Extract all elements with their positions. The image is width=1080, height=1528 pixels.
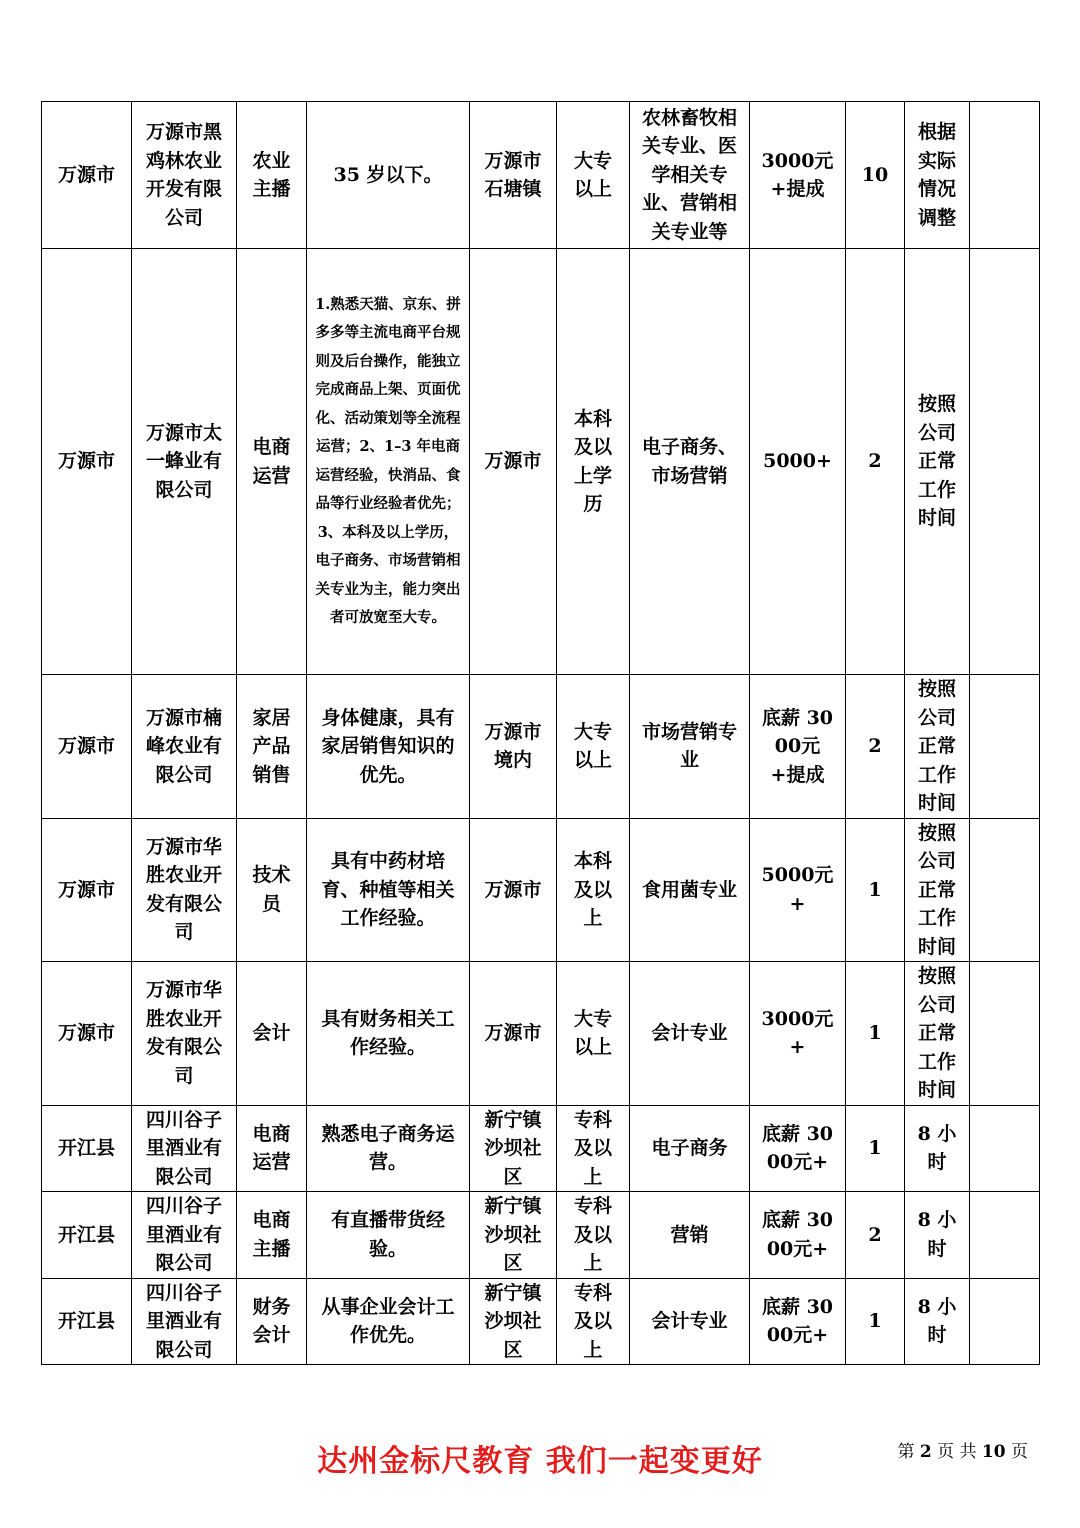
cell-major: 电子商务、市场营销 (630, 249, 750, 675)
table-row (42, 1192, 1040, 1279)
cell-requirements (307, 102, 470, 249)
cell-company: 万源市太一蜂业有限公司 (132, 249, 237, 675)
cell-position: 电商运营 (237, 249, 307, 675)
cell-remark (970, 102, 1040, 249)
cell-count: 1 (846, 818, 905, 962)
cell-hours: 按照公司正常工作时间 (905, 818, 970, 962)
cell-position: 家居产品销售 (237, 675, 307, 819)
requirement-line: 35 岁以下。 (333, 163, 443, 186)
cell-company: 万源市华胜农业开发有限公司 (132, 818, 237, 962)
cell-location: 新宁镇沙坝社区 (470, 1278, 557, 1365)
cell-location: 万源市 (470, 249, 557, 675)
cell-major: 市场营销专业 (630, 675, 750, 819)
cell-major: 会计专业 (630, 1278, 750, 1365)
table-row (42, 1105, 1040, 1192)
footer-slogan: 达州金标尺教育 我们一起变更好 (317, 1444, 763, 1479)
cell-hours: 按照公司正常工作时间 (905, 249, 970, 675)
cell-region: 万源市 (42, 818, 132, 962)
cell-region: 开江县 (42, 1192, 132, 1279)
cell-remark (970, 818, 1040, 962)
cell-education: 专科及以上 (557, 1105, 630, 1192)
cell-company: 四川谷子里酒业有限公司 (132, 1278, 237, 1365)
cell-position: 电商运营 (237, 1105, 307, 1192)
table-row (42, 818, 1040, 962)
cell-position: 电商主播 (237, 1192, 307, 1279)
cell-region: 万源市 (42, 102, 132, 249)
requirement-line: 身体健康，具有家居销售知识的优先。 (321, 706, 455, 786)
page-middle: 页 共 (937, 1442, 977, 1462)
cell-remark (970, 1278, 1040, 1365)
requirement-line: 1.熟悉天猫、京东、拼多多等主流电商平台规则及后台操作，能独立完成商品上架、页面优化、活动策划等全流程运营；2、1–3 年电商运营经验，快消品、食品等行业经验者优先； (315, 295, 461, 512)
table-row (42, 102, 1040, 249)
cell-remark (970, 249, 1040, 675)
page-total: 10 (981, 1442, 1006, 1462)
cell-salary: 3000元+ (750, 962, 846, 1106)
cell-hours: 8 小时 (905, 1278, 970, 1365)
page-prefix: 第 (897, 1442, 915, 1462)
cell-salary: 底薪 3000元+ (750, 1105, 846, 1192)
requirement-line: 有直播带货经验。 (330, 1209, 445, 1260)
cell-remark (970, 962, 1040, 1106)
cell-requirements (307, 1278, 470, 1365)
page-number (897, 1437, 1028, 1462)
cell-location: 新宁镇沙坝社区 (470, 1105, 557, 1192)
table-row (42, 249, 1040, 675)
page-current: 2 (919, 1442, 932, 1462)
cell-hours: 根据实际情况调整 (905, 102, 970, 249)
cell-location: 万源市 (470, 818, 557, 962)
cell-region: 万源市 (42, 675, 132, 819)
table-row (42, 1278, 1040, 1365)
cell-position: 财务会计 (237, 1278, 307, 1365)
cell-count: 10 (846, 102, 905, 249)
cell-company: 万源市楠峰农业有限公司 (132, 675, 237, 819)
cell-salary: 5000元+ (750, 818, 846, 962)
cell-salary: 3000元+提成 (750, 102, 846, 249)
requirement-line: 具有中药材培育、种植等相关工作经验。 (321, 850, 455, 929)
cell-requirements (307, 818, 470, 962)
table-row (42, 962, 1040, 1106)
cell-count: 1 (846, 962, 905, 1106)
cell-position: 技术员 (237, 818, 307, 962)
cell-company: 万源市黑鸡林农业开发有限公司 (132, 102, 237, 249)
cell-requirements (307, 962, 470, 1106)
cell-education: 专科及以上 (557, 1192, 630, 1279)
cell-company: 万源市华胜农业开发有限公司 (132, 962, 237, 1106)
cell-salary: 底薪 3000元+ (750, 1278, 846, 1365)
cell-count: 2 (846, 249, 905, 675)
cell-major: 食用菌专业 (630, 818, 750, 962)
cell-salary: 底薪 3000元+提成 (750, 675, 846, 819)
cell-salary: 底薪 3000元+ (750, 1192, 846, 1279)
cell-education: 专科及以上 (557, 1278, 630, 1365)
job-table (41, 101, 1040, 1365)
cell-remark (970, 1105, 1040, 1192)
cell-requirements (307, 675, 470, 819)
cell-remark (970, 675, 1040, 819)
cell-remark (970, 1192, 1040, 1279)
cell-major: 电子商务 (630, 1105, 750, 1192)
cell-education: 本科及以上学历 (557, 249, 630, 675)
cell-major: 营销 (630, 1192, 750, 1279)
cell-education: 本科及以上 (557, 818, 630, 962)
cell-hours: 按照公司正常工作时间 (905, 962, 970, 1106)
requirement-line: 从事企业会计工作优先。 (321, 1295, 455, 1347)
cell-requirements (307, 1105, 470, 1192)
cell-hours: 8 小时 (905, 1192, 970, 1279)
cell-location: 万源市石塘镇 (470, 102, 557, 249)
cell-salary: 5000+ (750, 249, 846, 675)
cell-region: 万源市 (42, 249, 132, 675)
requirement-line: 3、本科及以上学历，电子商务、市场营销相关专业为主，能力突出者可放宽至大专。 (315, 523, 461, 626)
cell-position: 农业主播 (237, 102, 307, 249)
cell-company: 四川谷子里酒业有限公司 (132, 1192, 237, 1279)
cell-count: 1 (846, 1105, 905, 1192)
cell-location: 万源市境内 (470, 675, 557, 819)
cell-position: 会计 (237, 962, 307, 1106)
cell-count: 2 (846, 1192, 905, 1279)
job-rows (42, 102, 1040, 1365)
cell-hours: 按照公司正常工作时间 (905, 675, 970, 819)
table-row (42, 675, 1040, 819)
cell-requirements (307, 1192, 470, 1279)
page-suffix: 页 (1011, 1442, 1028, 1462)
cell-hours: 8 小时 (905, 1105, 970, 1192)
cell-education: 大专以上 (557, 102, 630, 249)
cell-requirements (307, 249, 470, 675)
cell-location: 新宁镇沙坝社区 (470, 1192, 557, 1279)
cell-count: 1 (846, 1278, 905, 1365)
cell-company: 四川谷子里酒业有限公司 (132, 1105, 237, 1192)
cell-location: 万源市 (470, 962, 557, 1106)
cell-education: 大专以上 (557, 962, 630, 1106)
requirement-line: 具有财务相关工作经验。 (321, 1007, 455, 1059)
cell-major: 农林畜牧相关专业、医学相关专业、营销相关专业等 (630, 102, 750, 249)
cell-count: 2 (846, 675, 905, 819)
cell-education: 大专以上 (557, 675, 630, 819)
cell-major: 会计专业 (630, 962, 750, 1106)
requirement-line: 熟悉电子商务运营。 (321, 1122, 455, 1174)
cell-region: 万源市 (42, 962, 132, 1106)
cell-region: 开江县 (42, 1278, 132, 1365)
cell-region: 开江县 (42, 1105, 132, 1192)
